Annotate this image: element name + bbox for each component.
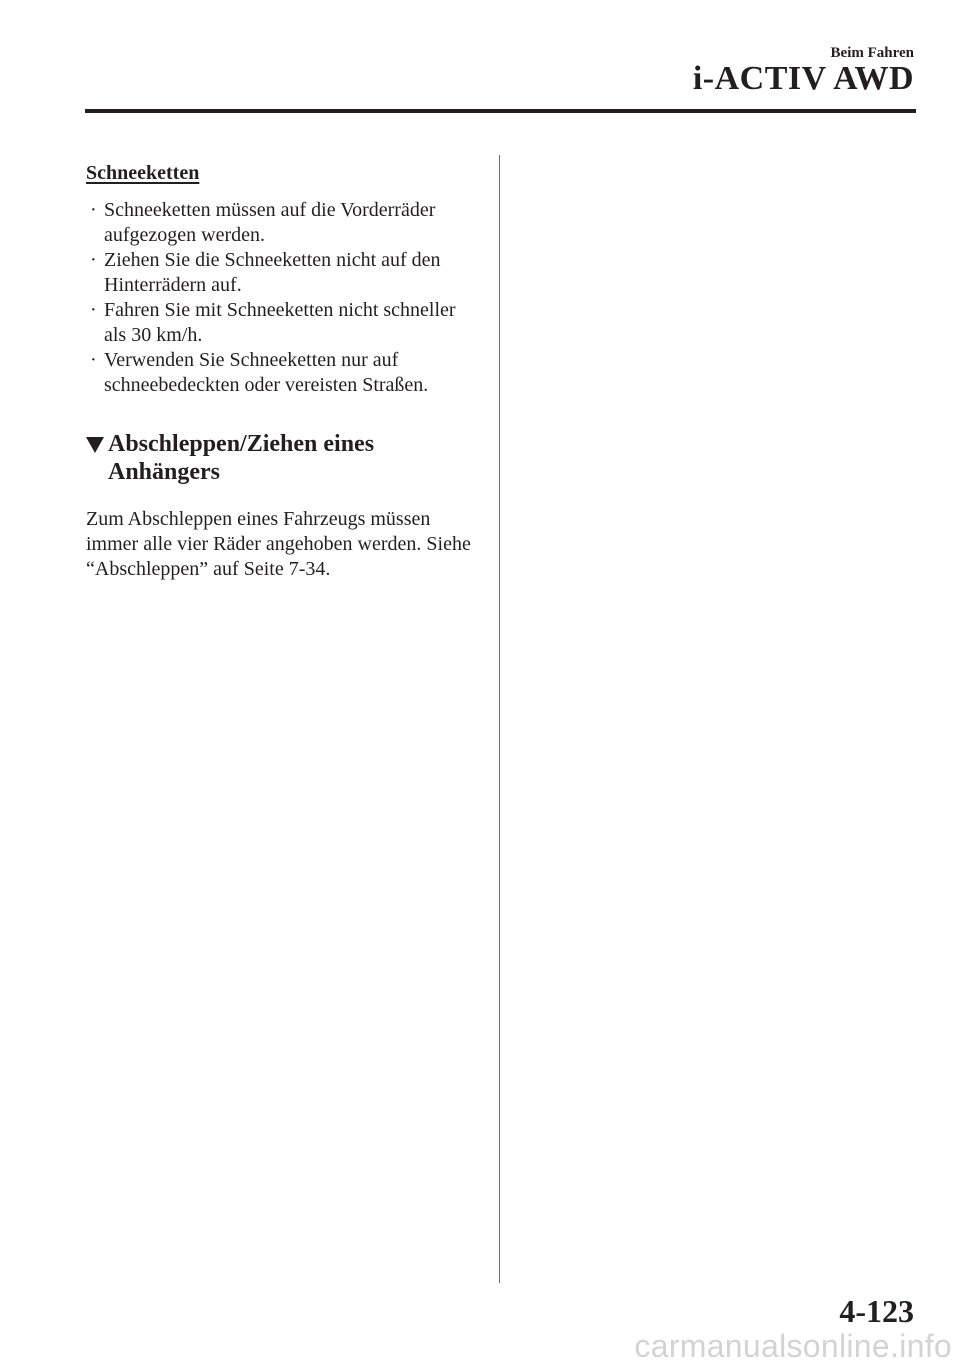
- header-kicker: Beim Fahren: [830, 45, 914, 61]
- left-column: [86, 160, 481, 582]
- bullet-item: [86, 198, 481, 248]
- section-body: Zum Abschleppen eines Fahrzeugs müssen immer alle vier Räder angehoben werden. Siehe “Abschleppen” auf Seite 7-34.: [86, 508, 471, 580]
- column-divider: [499, 155, 500, 1283]
- subheading-schneeketten: Schneeketten: [86, 162, 200, 184]
- bullet-text: Verwenden Sie Schneeketten nur auf schneebedeckten oder vereisten Straßen.: [104, 349, 429, 396]
- watermark: carmanualsonline.info: [634, 1328, 952, 1364]
- bullet-dot: ·: [90, 299, 97, 321]
- page-title: i-ACTIV AWD: [692, 60, 914, 97]
- section-title: Abschleppen/Ziehen eines Anhängers: [108, 431, 375, 485]
- bullet-list: [86, 198, 481, 398]
- page-number: 4-123: [839, 1293, 914, 1329]
- bullet-dot: ·: [90, 199, 97, 221]
- bullet-dot: ·: [90, 249, 97, 271]
- bullet-text: Fahren Sie mit Schneeketten nicht schneller als 30 km/h.: [104, 299, 456, 346]
- header-rule: [85, 109, 916, 113]
- bullet-item: [86, 248, 481, 298]
- bullet-item: [86, 298, 481, 348]
- bullet-text: Ziehen Sie die Schneeketten nicht auf den Hinterrädern auf.: [104, 249, 441, 296]
- bullet-text: Schneeketten müssen auf die Vorderräder aufgezogen werden.: [104, 199, 436, 246]
- bullet-item: [86, 348, 481, 398]
- down-triangle-icon: [86, 437, 104, 453]
- section-heading: [86, 430, 481, 486]
- bullet-dot: ·: [90, 349, 97, 371]
